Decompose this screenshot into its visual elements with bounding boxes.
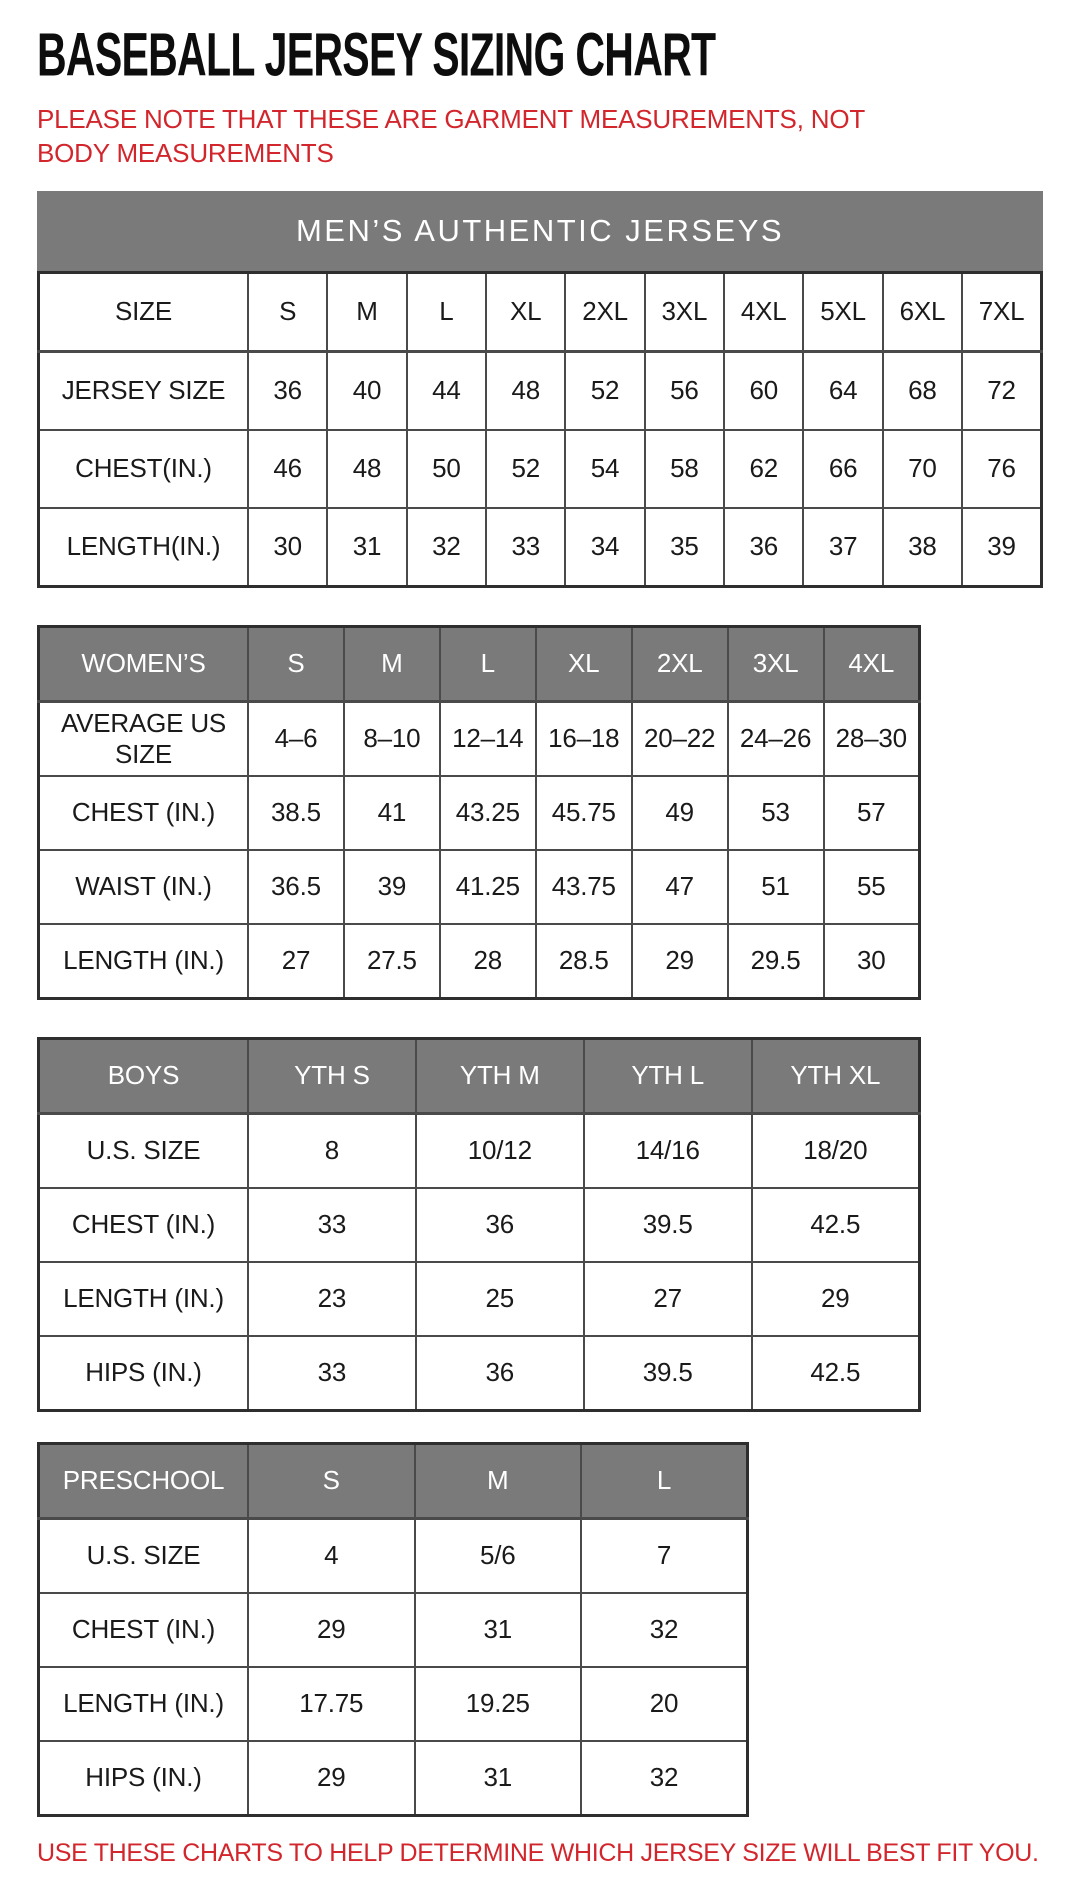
size-column-header: YTH XL bbox=[752, 1038, 920, 1113]
category-header-cell: SIZE bbox=[39, 272, 249, 351]
measurement-value-cell: 36 bbox=[724, 508, 803, 587]
size-column-header: 5XL bbox=[803, 272, 882, 351]
measurement-value-cell: 55 bbox=[824, 850, 920, 924]
footer-note: USE THESE CHARTS TO HELP DETERMINE WHICH JERSEY SIZE WILL BEST FIT YOU. bbox=[37, 1838, 1039, 1867]
size-column-header: S bbox=[248, 626, 344, 701]
measurement-value-cell: 30 bbox=[248, 508, 327, 587]
table-row bbox=[39, 1262, 920, 1336]
row-label-cell: HIPS (IN.) bbox=[39, 1336, 249, 1411]
preschool-section bbox=[37, 1442, 1047, 1817]
preschool-sizing-table bbox=[37, 1442, 749, 1817]
measurement-value-cell: 30 bbox=[824, 924, 920, 999]
size-column-header: 2XL bbox=[632, 626, 728, 701]
measurement-value-cell: 43.75 bbox=[536, 850, 632, 924]
size-column-header: S bbox=[248, 1443, 415, 1518]
measurement-value-cell: 4–6 bbox=[248, 701, 344, 776]
measurement-value-cell: 37 bbox=[803, 508, 882, 587]
table-row bbox=[39, 508, 1042, 587]
measurement-value-cell: 8 bbox=[248, 1113, 416, 1188]
size-column-header: 7XL bbox=[962, 272, 1041, 351]
size-column-header: L bbox=[581, 1443, 748, 1518]
measurement-value-cell: 56 bbox=[645, 351, 724, 430]
row-label-cell: LENGTH(IN.) bbox=[39, 508, 249, 587]
table-row bbox=[39, 1593, 748, 1667]
size-column-header: YTH M bbox=[416, 1038, 584, 1113]
size-column-header: 4XL bbox=[724, 272, 803, 351]
measurement-value-cell: 31 bbox=[415, 1741, 582, 1816]
size-column-header: YTH S bbox=[248, 1038, 416, 1113]
measurement-value-cell: 29 bbox=[248, 1741, 415, 1816]
measurement-value-cell: 17.75 bbox=[248, 1667, 415, 1741]
size-column-header: 3XL bbox=[728, 626, 824, 701]
measurement-value-cell: 50 bbox=[407, 430, 486, 508]
measurement-value-cell: 44 bbox=[407, 351, 486, 430]
size-column-header: M bbox=[327, 272, 406, 351]
measurement-value-cell: 32 bbox=[581, 1741, 748, 1816]
table-row bbox=[39, 850, 920, 924]
measurement-value-cell: 5/6 bbox=[415, 1518, 582, 1593]
row-label-cell: CHEST (IN.) bbox=[39, 1593, 249, 1667]
row-label-cell: CHEST (IN.) bbox=[39, 776, 249, 850]
measurement-value-cell: 60 bbox=[724, 351, 803, 430]
womens-section bbox=[37, 625, 1047, 1000]
measurement-value-cell: 46 bbox=[248, 430, 327, 508]
measurement-value-cell: 32 bbox=[581, 1593, 748, 1667]
row-label-cell: U.S. SIZE bbox=[39, 1113, 249, 1188]
garment-measurement-note: PLEASE NOTE THAT THESE ARE GARMENT MEASUREMENTS, NOT BODY MEASUREMENTS bbox=[37, 104, 865, 169]
size-column-header: 2XL bbox=[565, 272, 644, 351]
table-row bbox=[39, 1741, 748, 1816]
measurement-value-cell: 39.5 bbox=[584, 1188, 752, 1262]
table-row bbox=[39, 701, 920, 776]
size-column-header: 4XL bbox=[824, 626, 920, 701]
mens-sizing-table bbox=[37, 271, 1043, 588]
measurement-value-cell: 36 bbox=[416, 1188, 584, 1262]
measurement-value-cell: 70 bbox=[883, 430, 962, 508]
measurement-value-cell: 24–26 bbox=[728, 701, 824, 776]
row-label-cell: CHEST (IN.) bbox=[39, 1188, 249, 1262]
row-label-cell: HIPS (IN.) bbox=[39, 1741, 249, 1816]
boys-section bbox=[37, 1037, 1047, 1412]
measurement-value-cell: 36 bbox=[248, 351, 327, 430]
row-label-cell: JERSEY SIZE bbox=[39, 351, 249, 430]
measurement-value-cell: 20 bbox=[581, 1667, 748, 1741]
size-column-header: L bbox=[407, 272, 486, 351]
page-title: BASEBALL JERSEY SIZING CHART bbox=[37, 20, 716, 90]
size-column-header: S bbox=[248, 272, 327, 351]
row-label-cell: WAIST (IN.) bbox=[39, 850, 249, 924]
measurement-value-cell: 16–18 bbox=[536, 701, 632, 776]
measurement-value-cell: 41 bbox=[344, 776, 440, 850]
header-row bbox=[39, 272, 1042, 351]
measurement-value-cell: 52 bbox=[486, 430, 565, 508]
category-header-cell: BOYS bbox=[39, 1038, 249, 1113]
measurement-value-cell: 48 bbox=[327, 430, 406, 508]
measurement-value-cell: 51 bbox=[728, 850, 824, 924]
table-row bbox=[39, 1667, 748, 1741]
measurement-value-cell: 76 bbox=[962, 430, 1041, 508]
measurement-value-cell: 39 bbox=[344, 850, 440, 924]
measurement-value-cell: 28.5 bbox=[536, 924, 632, 999]
measurement-value-cell: 12–14 bbox=[440, 701, 536, 776]
size-column-header: 6XL bbox=[883, 272, 962, 351]
measurement-value-cell: 49 bbox=[632, 776, 728, 850]
measurement-value-cell: 28–30 bbox=[824, 701, 920, 776]
measurement-value-cell: 36.5 bbox=[248, 850, 344, 924]
measurement-value-cell: 4 bbox=[248, 1518, 415, 1593]
measurement-value-cell: 47 bbox=[632, 850, 728, 924]
size-column-header: XL bbox=[536, 626, 632, 701]
measurement-value-cell: 33 bbox=[486, 508, 565, 587]
mens-banner: MEN’S AUTHENTIC JERSEYS bbox=[37, 191, 1043, 271]
measurement-value-cell: 32 bbox=[407, 508, 486, 587]
row-label-cell: LENGTH (IN.) bbox=[39, 1667, 249, 1741]
measurement-value-cell: 39.5 bbox=[584, 1336, 752, 1411]
measurement-value-cell: 35 bbox=[645, 508, 724, 587]
table-row bbox=[39, 430, 1042, 508]
measurement-value-cell: 38.5 bbox=[248, 776, 344, 850]
measurement-value-cell: 33 bbox=[248, 1188, 416, 1262]
table-row bbox=[39, 1336, 920, 1411]
mens-section bbox=[37, 191, 1047, 588]
table-row bbox=[39, 1518, 748, 1593]
measurement-value-cell: 7 bbox=[581, 1518, 748, 1593]
measurement-value-cell: 58 bbox=[645, 430, 724, 508]
size-column-header: M bbox=[344, 626, 440, 701]
measurement-value-cell: 27.5 bbox=[344, 924, 440, 999]
header-row bbox=[39, 1038, 920, 1113]
measurement-value-cell: 66 bbox=[803, 430, 882, 508]
measurement-value-cell: 10/12 bbox=[416, 1113, 584, 1188]
size-column-header: YTH L bbox=[584, 1038, 752, 1113]
measurement-value-cell: 29 bbox=[752, 1262, 920, 1336]
measurement-value-cell: 23 bbox=[248, 1262, 416, 1336]
womens-sizing-table bbox=[37, 625, 921, 1000]
measurement-value-cell: 29 bbox=[248, 1593, 415, 1667]
size-column-header: XL bbox=[486, 272, 565, 351]
measurement-value-cell: 8–10 bbox=[344, 701, 440, 776]
measurement-value-cell: 34 bbox=[565, 508, 644, 587]
measurement-value-cell: 39 bbox=[962, 508, 1041, 587]
measurement-value-cell: 41.25 bbox=[440, 850, 536, 924]
measurement-value-cell: 33 bbox=[248, 1336, 416, 1411]
measurement-value-cell: 45.75 bbox=[536, 776, 632, 850]
measurement-value-cell: 36 bbox=[416, 1336, 584, 1411]
table-row bbox=[39, 1113, 920, 1188]
size-column-header: 3XL bbox=[645, 272, 724, 351]
measurement-value-cell: 43.25 bbox=[440, 776, 536, 850]
boys-sizing-table bbox=[37, 1037, 921, 1412]
measurement-value-cell: 31 bbox=[415, 1593, 582, 1667]
table-row bbox=[39, 351, 1042, 430]
measurement-value-cell: 31 bbox=[327, 508, 406, 587]
header-row bbox=[39, 626, 920, 701]
measurement-value-cell: 19.25 bbox=[415, 1667, 582, 1741]
measurement-value-cell: 42.5 bbox=[752, 1336, 920, 1411]
row-label-cell: LENGTH (IN.) bbox=[39, 1262, 249, 1336]
measurement-value-cell: 29.5 bbox=[728, 924, 824, 999]
measurement-value-cell: 72 bbox=[962, 351, 1041, 430]
measurement-value-cell: 64 bbox=[803, 351, 882, 430]
category-header-cell: WOMEN’S bbox=[39, 626, 249, 701]
measurement-value-cell: 57 bbox=[824, 776, 920, 850]
row-label-cell: LENGTH (IN.) bbox=[39, 924, 249, 999]
measurement-value-cell: 27 bbox=[584, 1262, 752, 1336]
measurement-value-cell: 18/20 bbox=[752, 1113, 920, 1188]
measurement-value-cell: 52 bbox=[565, 351, 644, 430]
header-row bbox=[39, 1443, 748, 1518]
row-label-cell: CHEST(IN.) bbox=[39, 430, 249, 508]
category-header-cell: PRESCHOOL bbox=[39, 1443, 249, 1518]
measurement-value-cell: 29 bbox=[632, 924, 728, 999]
table-row bbox=[39, 776, 920, 850]
measurement-value-cell: 14/16 bbox=[584, 1113, 752, 1188]
measurement-value-cell: 38 bbox=[883, 508, 962, 587]
size-column-header: M bbox=[415, 1443, 582, 1518]
measurement-value-cell: 48 bbox=[486, 351, 565, 430]
measurement-value-cell: 62 bbox=[724, 430, 803, 508]
row-label-cell: AVERAGE US SIZE bbox=[39, 701, 249, 776]
measurement-value-cell: 53 bbox=[728, 776, 824, 850]
measurement-value-cell: 28 bbox=[440, 924, 536, 999]
measurement-value-cell: 68 bbox=[883, 351, 962, 430]
size-column-header: L bbox=[440, 626, 536, 701]
measurement-value-cell: 40 bbox=[327, 351, 406, 430]
table-row bbox=[39, 1188, 920, 1262]
measurement-value-cell: 42.5 bbox=[752, 1188, 920, 1262]
measurement-value-cell: 54 bbox=[565, 430, 644, 508]
measurement-value-cell: 20–22 bbox=[632, 701, 728, 776]
table-row bbox=[39, 924, 920, 999]
measurement-value-cell: 27 bbox=[248, 924, 344, 999]
row-label-cell: U.S. SIZE bbox=[39, 1518, 249, 1593]
measurement-value-cell: 25 bbox=[416, 1262, 584, 1336]
